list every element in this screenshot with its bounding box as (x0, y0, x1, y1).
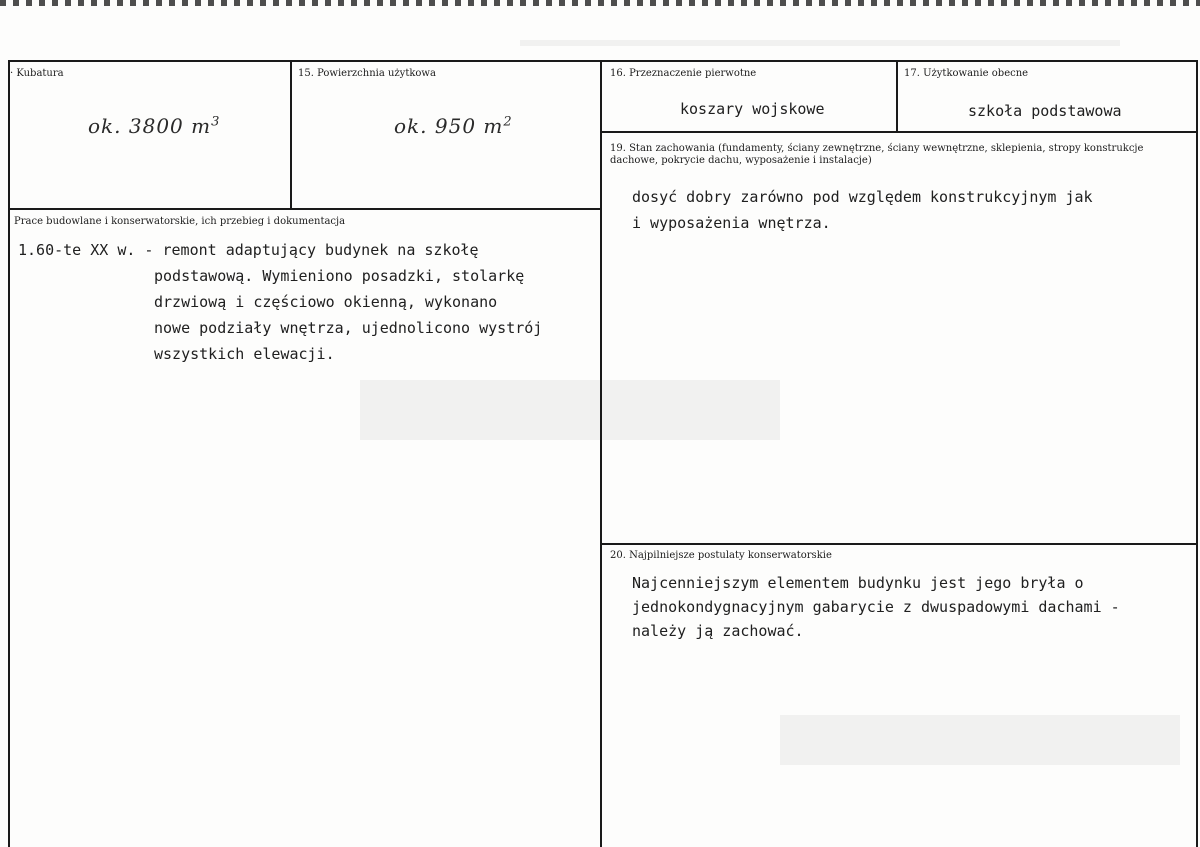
prace-line-5: wszystkich elewacji. (154, 345, 335, 363)
uzytkowanie-label: 17. Użytkowanie obecne (904, 68, 1029, 79)
form-divider-right-upper (600, 131, 1198, 133)
bleed-through-text (520, 40, 1120, 46)
form-border-top (8, 60, 1198, 62)
form-divider-left (8, 208, 600, 210)
form-border-right (1196, 60, 1198, 847)
prace-line-1: 1.60-te XX w. - remont adaptujący budynek na szkołę (18, 241, 479, 259)
postulaty-line-2: jednokondygnacyjnym gabarycie z dwuspadowymi dachami - (632, 598, 1120, 616)
kubatura-label: · Kubatura (10, 68, 64, 79)
stan-line-2: i wyposażenia wnętrza. (632, 214, 831, 232)
postulaty-label: 20. Najpilniejsze postulaty konserwatorskie (610, 550, 832, 561)
form-divider-vertical-2 (896, 60, 898, 131)
bleed-through-text (780, 715, 1180, 765)
postulaty-line-3: należy ją zachować. (632, 622, 804, 640)
powierzchnia-value: ok. 950 $m^2$ (394, 114, 513, 138)
postulaty-line-1: Najcenniejszym elementem budynku jest jego bryła o (632, 574, 1084, 592)
uzytkowanie-value: szkoła podstawowa (968, 102, 1122, 120)
stan-label: 19. Stan zachowania (fundamenty, ściany zewnętrzne, ściany wewnętrzne, sklepienia, stropy konstrukcje dachowe, pokrycie dachu, wyposażenie i instalacje) (610, 143, 1144, 166)
form-divider-vertical-center (600, 60, 602, 847)
przeznaczenie-value: koszary wojskowe (680, 100, 825, 118)
prace-line-3: drzwiową i częściowo okienną, wykonano (154, 293, 498, 311)
form-border-left (8, 60, 10, 847)
prace-line-2: podstawową. Wymieniono posadzki, stolarkę (154, 267, 525, 285)
stan-line-1: dosyć dobry zarówno pod względem konstrukcyjnym jak (632, 188, 1093, 206)
prace-label: Prace budowlane i konserwatorskie, ich przebieg i dokumentacja (14, 216, 346, 227)
prace-line-4: nowe podziały wnętrza, ujednolicono wystrój (154, 319, 543, 337)
form-divider-right-lower (600, 543, 1198, 545)
perforated-edge (0, 0, 1200, 6)
powierzchnia-label: 15. Powierzchnia użytkowa (298, 68, 436, 79)
form-divider-vertical-1 (290, 60, 292, 208)
przeznaczenie-label: 16. Przeznaczenie pierwotne (610, 68, 757, 79)
kubatura-value: ok. 3800 $m^3$ (88, 114, 221, 138)
bleed-through-text (360, 380, 780, 440)
